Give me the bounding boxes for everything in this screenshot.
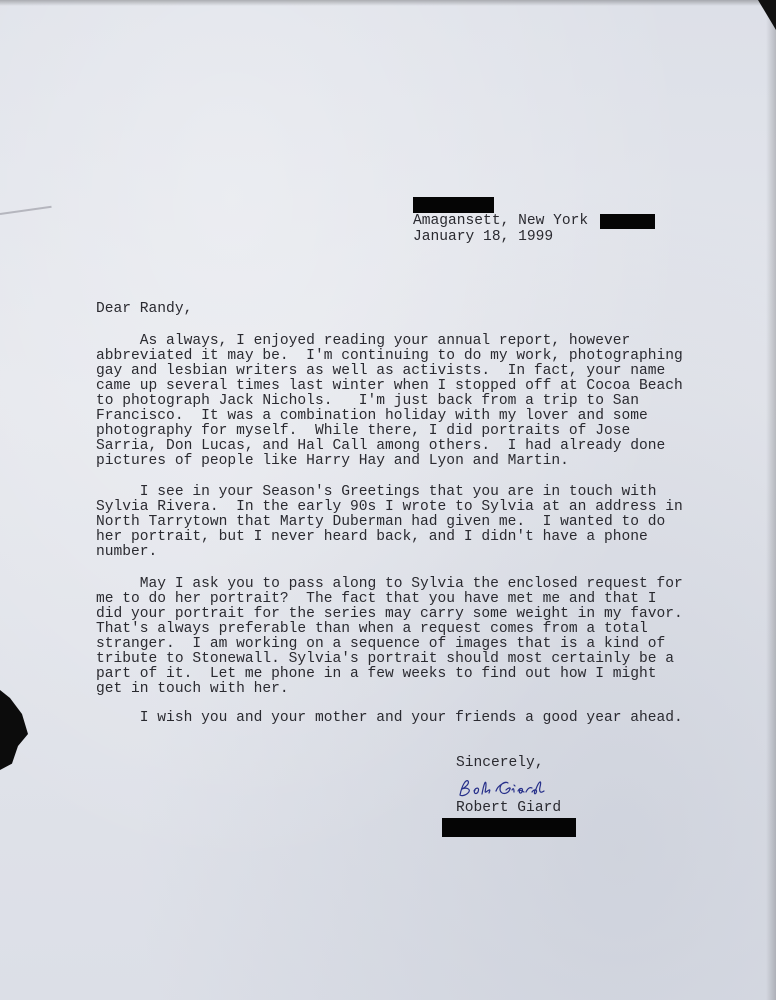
text-line: part of it. Let me phone in a few weeks to find out how I might	[96, 666, 657, 682]
signer-name: Robert Giard	[456, 800, 562, 816]
text-line: to photograph Jack Nichols. I'm just back from a trip to San	[96, 393, 639, 409]
text-line: get in touch with her.	[96, 681, 289, 697]
redaction-bar	[600, 214, 655, 229]
handwritten-signature	[456, 775, 546, 801]
page-right-shadow	[766, 0, 776, 1000]
text-line: I see in your Season's Greetings that you are in touch with	[96, 484, 657, 500]
text-line: photography for myself. While there, I did portraits of Jose	[96, 423, 631, 439]
text-line: That's always preferable than when a request comes from a total	[96, 621, 648, 637]
paper-crease	[0, 206, 52, 215]
text-line: North Tarrytown that Marty Duberman had given me. I wanted to do	[96, 514, 666, 530]
redaction-bar	[442, 818, 576, 837]
text-line: Sylvia Rivera. In the early 90s I wrote to Sylvia at an address in	[96, 499, 683, 515]
text-line: tribute to Stonewall. Sylvia's portrait should most certainly be a	[96, 651, 675, 667]
text-line: me to do her portrait? The fact that you have met me and that I	[96, 591, 657, 607]
text-line: gay and lesbian writers as well as activists. In fact, your name	[96, 363, 666, 379]
salutation: Dear Randy,	[96, 301, 193, 317]
text-line: stranger. I am working on a sequence of images that is a kind of	[96, 636, 666, 652]
text-line: abbreviated it may be. I'm continuing to do my work, photographing	[96, 348, 683, 364]
text-line: As always, I enjoyed reading your annual report, however	[96, 333, 631, 349]
redaction-bar	[413, 197, 494, 213]
text-line: I wish you and your mother and your friends a good year ahead.	[96, 710, 683, 726]
sender-location: Amagansett, New York	[413, 213, 589, 229]
closing: Sincerely,	[456, 755, 544, 771]
text-line: Francisco. It was a combination holiday with my lover and some	[96, 408, 648, 424]
text-line: Sarria, Don Lucas, and Hal Call among others. I had already done	[96, 438, 666, 454]
text-line: came up several times last winter when I stopped off at Cocoa Beach	[96, 378, 683, 394]
text-line: number.	[96, 544, 158, 560]
text-line: did your portrait for the series may carry some weight in my favor.	[96, 606, 683, 622]
text-line: May I ask you to pass along to Sylvia the enclosed request for	[96, 576, 683, 592]
letter-date: January 18, 1999	[413, 229, 554, 245]
page-top-shadow	[0, 0, 776, 6]
torn-edge	[0, 690, 40, 770]
text-line: her portrait, but I never heard back, and I didn't have a phone	[96, 529, 648, 545]
text-line: pictures of people like Harry Hay and Lyon and Martin.	[96, 453, 569, 469]
